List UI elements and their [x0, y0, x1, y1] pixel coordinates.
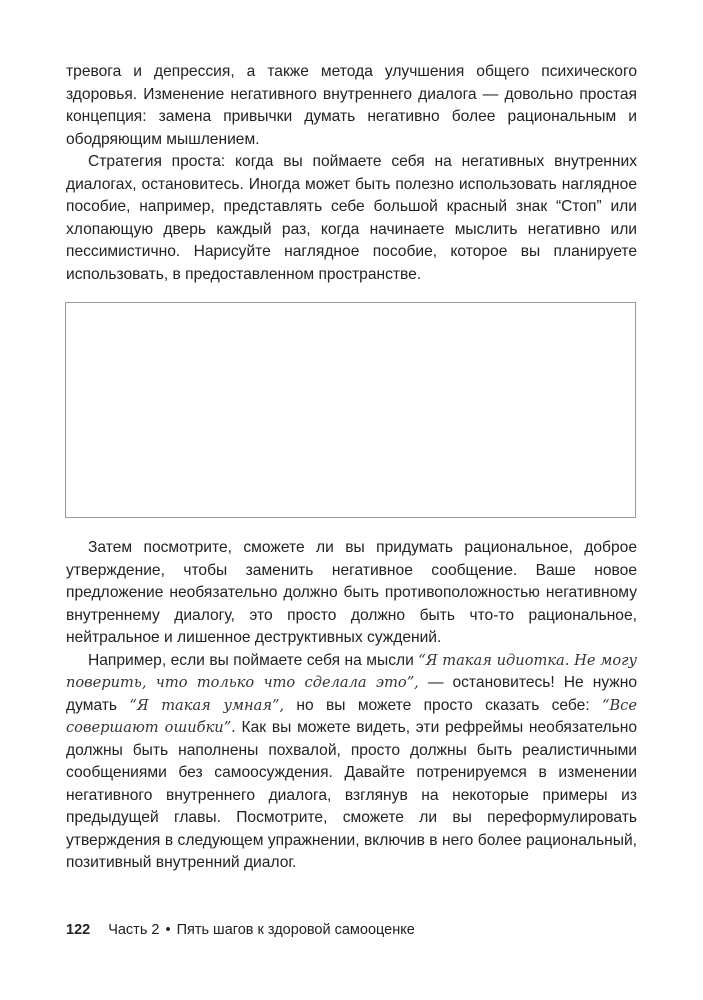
drawing-space-box[interactable] [65, 302, 636, 518]
footer-part: Часть 2 [108, 922, 160, 938]
paragraph-2: Стратегия проста: когда вы поймаете себя на негативных внутренних диалогах, остановитесь. Иногда может быть полезно использовать наглядное пособие, например, представлять себе большой красный знак “Стоп” или хлопающую дверь каждый раз, когда начинаете мыслить негативно или пессимистично. Нарисуйте наглядное пособие, которое вы планируете использовать, в предоставленном пространстве. [66, 153, 637, 283]
paragraph-1: тревога и депрессия, а также метода улучшения общего психического здоровья. Изменение негативного внутреннего диалога — довольно простая концепция: замена привычки думать негативно более рациональным и ободряющим мышлением. [66, 63, 637, 148]
page-footer [66, 918, 637, 942]
footer-chapter-title: Пять шагов к здоровой самооценке [176, 922, 415, 938]
quote-mistakes: “Все совершают ошибки”. [66, 696, 637, 736]
paragraph-4 [66, 650, 637, 875]
paragraph-4-text-4: Как вы можете видеть, эти рефреймы необязательно должны быть наполнены похвалой, просто должны быть реалистичными сообщениями без самоосуждения. Давайте потренируемся в изменении негативного внутреннего диалога, взглянув на некоторые примеры из предыдущей главы. Посмотрите, сможете ли вы переформулировать утверждения в следующем упражнении, включив в него более рациональный, позитивный внутренний диалог. [66, 719, 637, 871]
paragraph-3: Затем посмотрите, сможете ли вы придумать рациональное, доброе утверждение, чтобы заменить негативное сообщение. Ваше новое предложение необязательно должно быть противоположностью негативному внутреннему диалогу, это просто должно быть что-то рациональное, нейтральное и лишенное деструктивных суждений. [66, 539, 637, 646]
quote-idiot: “Я такая идиотка. Не могу поверить, что только что сделала это”, [66, 651, 637, 691]
footer-bullet: • [165, 922, 171, 938]
text-block-top [66, 61, 637, 286]
text-block-bottom [66, 537, 637, 875]
paragraph-4-text-1: Например, если вы поймаете себя на мысли [88, 651, 419, 669]
quote-smart: “Я такая умная”, [129, 696, 285, 714]
page-number: 122 [66, 922, 91, 938]
paragraph-4-text-3: но вы можете просто сказать себе: [284, 696, 602, 714]
paragraph-4-text-2: — остановитесь! Не нужно думать [66, 674, 638, 714]
